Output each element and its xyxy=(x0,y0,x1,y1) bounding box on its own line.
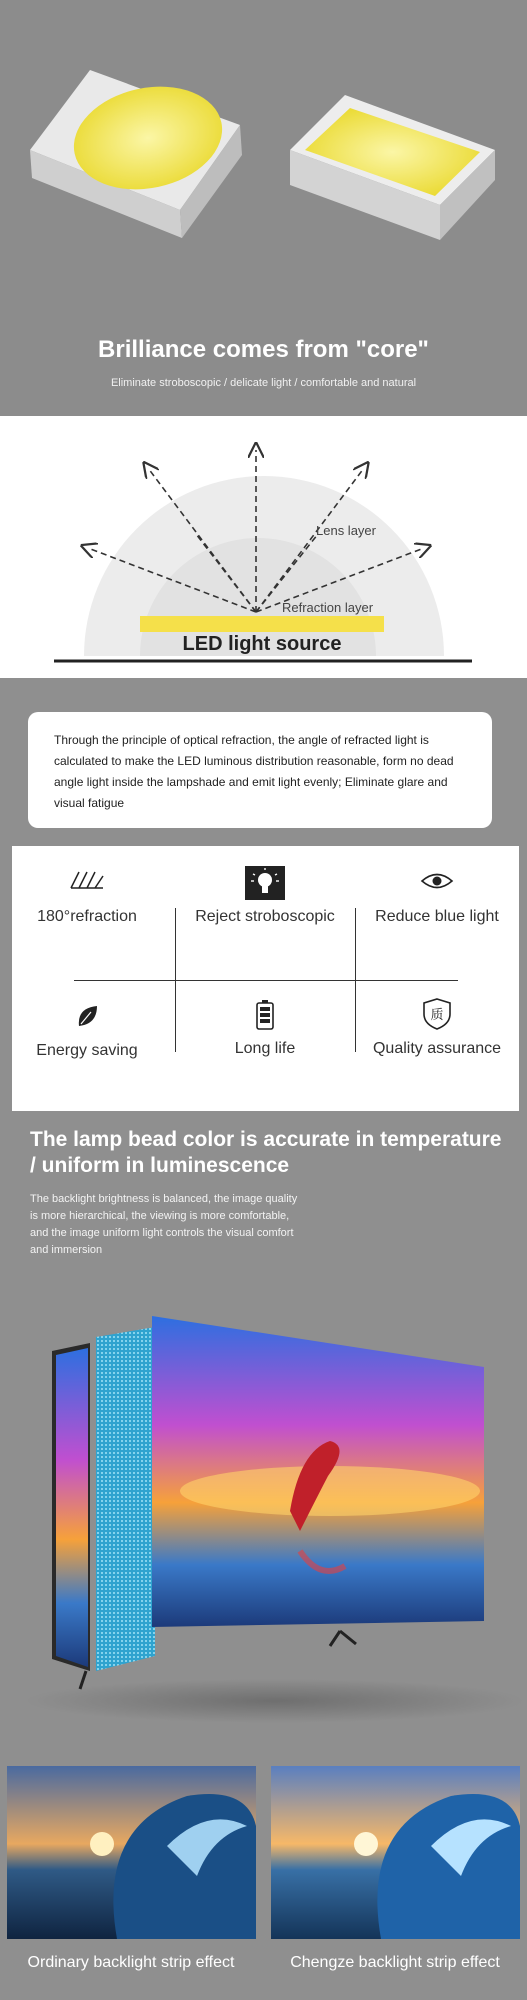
feature-label-energy: Energy saving xyxy=(36,1042,138,1059)
feature-label-quality: Quality assurance xyxy=(372,1040,502,1057)
feature-refraction xyxy=(12,870,162,926)
grid-divider-v1 xyxy=(175,908,176,1052)
feature-quality xyxy=(357,998,517,1058)
tv-layers-image xyxy=(0,1111,527,1756)
shield-icon xyxy=(422,998,452,1030)
refraction-icon xyxy=(67,870,107,890)
feature-blue-light xyxy=(357,872,517,926)
ordinary-effect-label: Ordinary backlight strip effect xyxy=(27,1954,235,1971)
bulb-icon xyxy=(245,866,285,900)
shield-glyph: 质 xyxy=(430,1008,444,1023)
feature-energy xyxy=(12,1004,162,1060)
feature-label-refraction: 180°refraction xyxy=(37,908,137,925)
battery-icon xyxy=(256,1000,274,1030)
grid-divider-h xyxy=(74,980,458,981)
led-source-label: LED light source xyxy=(182,633,342,655)
feature-stroboscopic xyxy=(177,866,353,926)
description-card xyxy=(28,712,492,828)
description-section xyxy=(0,678,527,846)
tv-shadow xyxy=(25,1679,525,1723)
hero-section xyxy=(0,0,527,416)
led-chips-image xyxy=(0,0,527,320)
hero-title: Brilliance comes from "core" xyxy=(98,336,429,363)
feature-long-life xyxy=(177,1000,353,1058)
chengze-effect-image xyxy=(271,1766,520,1939)
lens-layer-label: Lens layer xyxy=(316,523,376,538)
feature-label-blue-light: Reduce blue light xyxy=(375,908,499,925)
eye-icon xyxy=(420,872,454,890)
refraction-band xyxy=(140,616,384,632)
tv-body: The backlight brightness is balanced, the image quality is more hierarchical, the viewing is more comfortable, and the image uniform light controls the visual comfort and immersion xyxy=(30,1193,298,1256)
led-chip-rect xyxy=(290,95,495,240)
grid-divider-v2 xyxy=(355,908,356,1052)
hero-subtitle: Eliminate stroboscopic / delicate light / comfortable and natural xyxy=(110,377,417,389)
feature-label-stroboscopic: Reject stroboscopic xyxy=(195,908,335,925)
tv-back-screen xyxy=(56,1348,88,1667)
refraction-layer-label: Refraction layer xyxy=(282,600,374,615)
feature-label-long-life: Long life xyxy=(234,1040,296,1057)
tv-title: The lamp bead color is accurate in temperature / uniform in luminescence xyxy=(30,1128,502,1177)
led-chip-square xyxy=(30,70,242,238)
ordinary-effect-image xyxy=(7,1766,256,1939)
backlight-panel xyxy=(96,1327,155,1671)
description-text: Through the principle of optical refraction, the angle of refracted light is calculated to make the LED luminous distribution reasonable, form no dead angle light inside the lampshade and emit light evenly; Eliminate glare and visual fatigue xyxy=(54,733,454,810)
leaf-icon xyxy=(75,1004,99,1028)
tv-section xyxy=(0,1111,527,1756)
comparison-section xyxy=(0,1756,527,2000)
features-grid xyxy=(12,846,519,1111)
refraction-diagram xyxy=(0,416,527,678)
chengze-effect-label: Chengze backlight strip effect xyxy=(290,1954,500,1971)
